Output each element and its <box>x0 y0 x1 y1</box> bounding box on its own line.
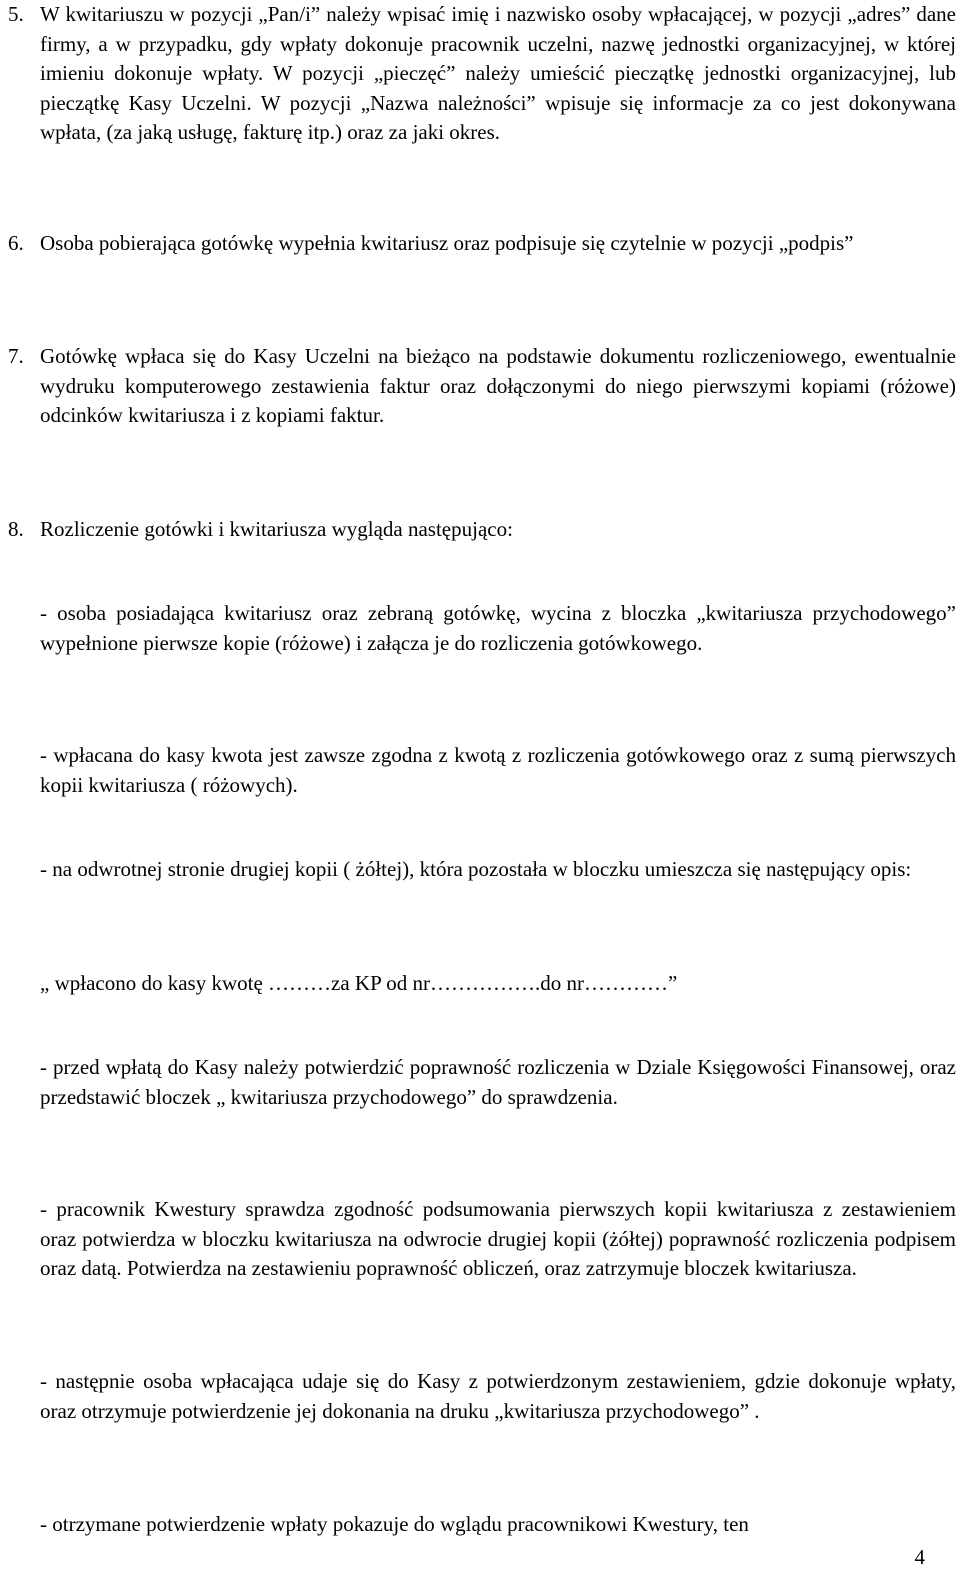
item-text: W kwitariuszu w pozycji „Pan/i” należy wpisać imię i nazwisko osoby wpłacającej, w pozycji „adres” dane firmy, a w przypadku, gdy wpłaty dokonuje pracownik uczelni, nazwę jednostki organizacyjnej, w której imieniu dokonuje wpłaty. W pozycji „pieczęć” należy umieścić pieczątkę jednostki organizacyjnej, lub pieczątkę Kasy Uczelni. W pozycji „Nazwa należności” wpisuje się informacje za co jest dokonywana wpłata, (za jaką usługę, fakturę itp.) oraz za jaki okres. <box>40 2 956 144</box>
list-item-6 <box>8 229 956 259</box>
item-number: 6. <box>8 231 24 255</box>
paragraph-dash-4: - przed wpłatą do Kasy należy potwierdzić poprawność rozliczenia w Dziale Księgowości Finansowej, oraz przedstawić bloczek „ kwitariusza przychodowego” do sprawdzenia. <box>40 1055 956 1109</box>
item-number: 8. <box>8 517 24 541</box>
list-item-5 <box>8 0 956 148</box>
list-item-8 <box>8 515 956 545</box>
paragraph-dash-7: - otrzymane potwierdzenie wpłaty pokazuje do wglądu pracownikowi Kwestury, ten <box>40 1512 749 1536</box>
paragraph-dash-1: - osoba posiadająca kwitariusz oraz zebraną gotówkę, wycina z bloczka „kwitariusza przychodowego” wypełnione pierwsze kopie (różowe) i załącza je do rozliczenia gotówkowego. <box>40 601 956 655</box>
item-text: Rozliczenie gotówki i kwitariusza wygląda następująco: <box>40 517 513 541</box>
item-text: Osoba pobierająca gotówkę wypełnia kwitariusz oraz podpisuje się czytelnie w pozycji „podpis” <box>40 231 854 255</box>
paragraph-dash-2: - wpłacana do kasy kwota jest zawsze zgodna z kwotą z rozliczenia gotówkowego oraz z sumą pierwszych kopii kwitariusza ( różowych). <box>40 743 956 797</box>
paragraph-dash-3: - na odwrotnej stronie drugiej kopii ( żółtej), która pozostała w bloczku umieszcza się następujący opis: <box>40 857 912 881</box>
item-text: Gotówkę wpłaca się do Kasy Uczelni na bieżąco na podstawie dokumentu rozliczeniowego, ewentualnie wydruku komputerowego zestawienia faktur oraz dołączonymi do niego pierwszymi kopiami (różowe) odcinków kwitariusza i z kopiami faktur. <box>40 344 956 427</box>
paragraph-dash-5: - pracownik Kwestury sprawdza zgodność podsumowania pierwszych kopii kwitariusza z zestawieniem oraz potwierdza w bloczku kwitariusza na odwrocie drugiej kopii (żółtej) poprawność rozliczenia podpisem oraz datą. Potwierdza na zestawieniu poprawność obliczeń, oraz zatrzymuje bloczek kwitariusza. <box>40 1197 956 1280</box>
page-number: 4 <box>914 1545 925 1569</box>
list-item-7 <box>8 342 956 431</box>
paragraph-quote-template: „ wpłacono do kasy kwotę ………za KP od nr…………….do nr…………” <box>40 971 678 995</box>
item-number: 5. <box>8 2 24 26</box>
item-number: 7. <box>8 344 24 368</box>
paragraph-dash-6: - następnie osoba wpłacająca udaje się do Kasy z potwierdzonym zestawieniem, gdzie dokonuje wpłaty, oraz otrzymuje potwierdzenie jej dokonania na druku „kwitariusza przychodowego” . <box>40 1369 956 1423</box>
